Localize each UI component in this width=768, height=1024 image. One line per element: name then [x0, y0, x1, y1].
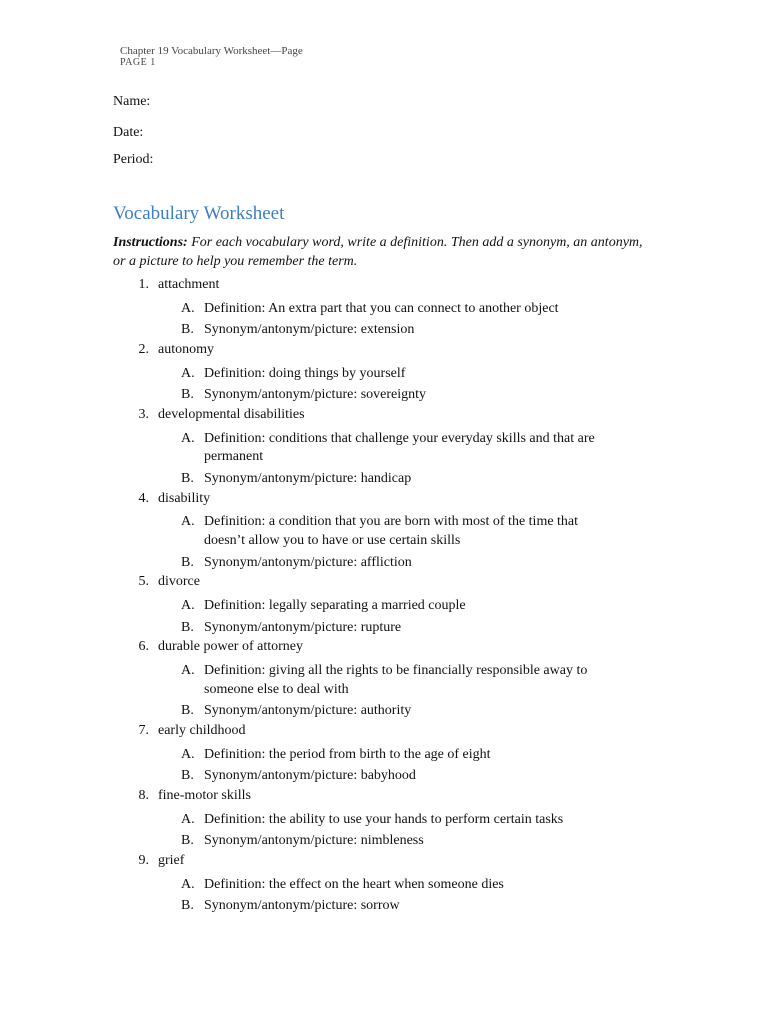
term-number: 1.: [138, 277, 149, 292]
term-word: divorce: [158, 574, 200, 590]
term-synonym: [0, 765, 768, 787]
synonym-text: Synonym/antonym/picture: babyhood: [204, 768, 416, 784]
item-letter: A.: [181, 514, 195, 530]
term-synonym: [0, 384, 768, 406]
item-letter: B.: [181, 898, 194, 914]
vocab-term: [0, 573, 768, 595]
name-field-label: Name:: [113, 94, 151, 109]
term-word: early childhood: [158, 722, 246, 738]
header-line-1: Chapter 19 Vocabulary Worksheet—Page: [120, 45, 303, 57]
synonym-text: Synonym/antonym/picture: extension: [204, 322, 415, 338]
term-synonym: [0, 617, 768, 639]
date-field-label: Date:: [113, 125, 144, 140]
item-letter: B.: [181, 619, 194, 635]
item-letter: B.: [181, 322, 194, 338]
definition-text: Definition: An extra part that you can connect to another object: [204, 300, 559, 316]
term-synonym: [0, 319, 768, 341]
term-word: autonomy: [158, 342, 214, 358]
definition-text: Definition: the ability to use your hands to perform certain tasks: [204, 811, 564, 827]
vocab-term: [0, 638, 768, 660]
term-number: 9.: [138, 853, 149, 868]
definition-text: Definition: giving all the rights to be financially responsible away to someone else to deal with: [204, 663, 588, 697]
item-letter: B.: [181, 833, 194, 849]
instructions: [113, 233, 653, 271]
item-letter: A.: [181, 365, 195, 381]
term-definition: [0, 874, 768, 896]
vocab-term: [0, 406, 768, 428]
vocab-term: [0, 787, 768, 809]
term-definition: [0, 428, 768, 468]
term-synonym: [0, 700, 768, 722]
item-letter: A.: [181, 663, 195, 678]
term-definition: [0, 809, 768, 831]
item-letter: B.: [181, 703, 194, 719]
term-word: developmental disabilities: [158, 407, 305, 423]
term-number: 2.: [138, 342, 149, 358]
vocab-term: [0, 341, 768, 363]
period-field-label: Period:: [113, 152, 154, 167]
item-letter: A.: [181, 746, 195, 762]
term-number: 3.: [138, 407, 149, 423]
synonym-text: Synonym/antonym/picture: handicap: [204, 471, 412, 486]
term-number: 5.: [138, 574, 149, 590]
instructions-text: For each vocabulary word, write a definition. Then add a synonym, an antonym, or a picture to help you remember the term.: [113, 235, 643, 269]
instructions-label: Instructions:: [113, 235, 188, 250]
term-number: 8.: [138, 787, 149, 803]
synonym-text: Synonym/antonym/picture: sorrow: [204, 898, 400, 914]
definition-text: Definition: conditions that challenge your everyday skills and that are permanent: [204, 430, 595, 465]
term-definition: [0, 744, 768, 766]
vocab-term: [0, 276, 768, 298]
term-word: attachment: [158, 277, 220, 292]
vocab-term: [0, 722, 768, 744]
synonym-text: Synonym/antonym/picture: nimbleness: [204, 833, 424, 849]
term-number: 6.: [138, 639, 149, 655]
vocabulary-list: [0, 276, 768, 917]
synonym-text: Synonym/antonym/picture: affliction: [204, 554, 412, 570]
item-letter: B.: [181, 471, 194, 486]
definition-text: Definition: legally separating a married couple: [204, 597, 466, 613]
item-letter: A.: [181, 430, 195, 446]
term-word: grief: [158, 853, 185, 868]
item-letter: A.: [181, 597, 195, 613]
definition-text: Definition: a condition that you are born with most of the time that doesn’t allow you to have or use certain skills: [204, 514, 579, 548]
vocab-term: [0, 490, 768, 512]
synonym-text: Synonym/antonym/picture: rupture: [204, 619, 402, 635]
definition-text: Definition: the effect on the heart when someone dies: [204, 876, 504, 892]
synonym-text: Synonym/antonym/picture: sovereignty: [204, 387, 427, 403]
item-letter: B.: [181, 554, 194, 570]
item-letter: B.: [181, 387, 194, 403]
term-definition: [0, 595, 768, 617]
definition-text: Definition: the period from birth to the age of eight: [204, 746, 491, 762]
synonym-text: Synonym/antonym/picture: authority: [204, 703, 412, 719]
term-definition: [0, 511, 768, 551]
term-number: 7.: [138, 722, 149, 738]
term-synonym: [0, 895, 768, 917]
item-letter: A.: [181, 876, 195, 892]
term-word: disability: [158, 490, 211, 506]
term-synonym: [0, 830, 768, 852]
term-synonym: [0, 552, 768, 574]
term-definition: [0, 298, 768, 320]
term-word: durable power of attorney: [158, 639, 303, 655]
item-letter: B.: [181, 768, 194, 784]
vocab-term: [0, 852, 768, 874]
header-line-2: PAGE 1: [120, 57, 156, 68]
definition-text: Definition: doing things by yourself: [204, 365, 406, 381]
page-header: [120, 46, 303, 68]
item-letter: A.: [181, 300, 195, 316]
page-title: Vocabulary Worksheet: [113, 203, 285, 224]
term-number: 4.: [138, 490, 149, 506]
item-letter: A.: [181, 811, 195, 827]
term-word: fine-motor skills: [158, 787, 251, 803]
term-definition: [0, 363, 768, 385]
term-definition: [0, 660, 768, 700]
term-synonym: [0, 468, 768, 490]
